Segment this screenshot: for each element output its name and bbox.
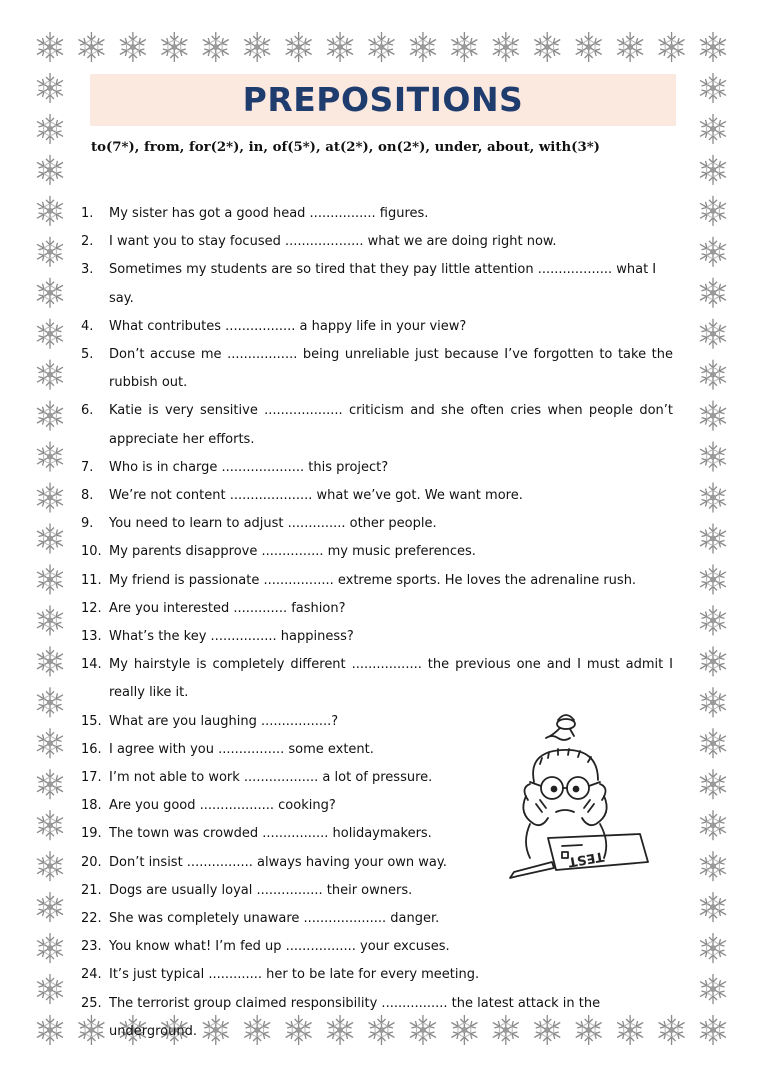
question-number: 1. <box>81 206 94 221</box>
snowflake-icon <box>659 32 685 62</box>
snowflake-icon <box>37 483 63 513</box>
question-item <box>81 482 673 510</box>
question-item <box>81 595 673 623</box>
snowflake-icon <box>700 892 726 922</box>
question-text: What’s the key ................ happiness? <box>109 629 354 645</box>
snowflake-icon <box>700 483 726 513</box>
question-text: I agree with you ................ some extent. <box>109 741 374 757</box>
question-item <box>81 454 673 482</box>
question-text: You need to learn to adjust .............. other people. <box>109 516 437 532</box>
question-number: 19. <box>81 826 102 842</box>
snowflake-icon <box>369 32 395 62</box>
question-text: Are you interested ............. fashion? <box>109 600 346 616</box>
snowflake-icon <box>410 32 436 62</box>
snowflake-icon <box>700 442 726 472</box>
question-text: The terrorist group claimed responsibility ................ the latest attack in the underground. <box>109 995 601 1039</box>
snowflake-icon <box>700 73 726 103</box>
question-text: The town was crowded ................ holidaymakers. <box>109 826 432 842</box>
snowflake-icon <box>286 32 312 62</box>
question-text: Who is in charge .................... this project? <box>109 459 389 475</box>
question-text: You know what! I’m fed up ................. your excuses. <box>109 939 450 955</box>
question-text: We’re not content .................... what we’ve got. We want more. <box>109 488 523 504</box>
snowflake-icon <box>37 32 63 62</box>
snowflake-icon <box>37 646 63 676</box>
question-item <box>81 905 673 933</box>
question-number: 21. <box>81 882 102 898</box>
question-text: Dogs are usually loyal ................ their owners. <box>109 882 413 898</box>
snowflake-icon <box>37 278 63 308</box>
snowflake-icon <box>78 32 104 62</box>
snowflake-icon <box>700 524 726 554</box>
question-item <box>81 228 673 256</box>
snowflake-icon <box>700 974 726 1004</box>
snowflake-icon <box>37 769 63 799</box>
question-number: 9. <box>81 516 94 532</box>
question-text: What contributes ................. a happy life in your view? <box>109 318 467 334</box>
question-number: 24. <box>81 967 102 983</box>
snowflake-icon <box>700 810 726 840</box>
question-item <box>81 538 673 566</box>
question-item <box>81 397 673 453</box>
snowflake-icon <box>700 646 726 676</box>
snowflake-icon <box>37 319 63 349</box>
snowflake-icon <box>617 32 643 62</box>
question-number: 23. <box>81 939 102 955</box>
snowflake-icon <box>700 1015 726 1045</box>
question-item <box>81 200 673 228</box>
question-text: Katie is very sensitive ................... criticism and she often cries when people don’t appreciate her efforts. <box>109 403 673 447</box>
question-number: 8. <box>81 488 94 504</box>
question-item <box>81 256 673 312</box>
question-text: What are you laughing .................? <box>109 713 339 729</box>
student-cartoon <box>500 712 660 892</box>
question-number: 16. <box>81 741 102 757</box>
snowflake-icon <box>37 237 63 267</box>
snowflake-icon <box>700 278 726 308</box>
snowflake-icon <box>37 933 63 963</box>
snowflake-icon <box>700 564 726 594</box>
question-number: 12. <box>81 600 102 616</box>
snowflake-icon <box>37 196 63 226</box>
question-item <box>81 341 673 397</box>
snowflake-icon <box>700 196 726 226</box>
snowflake-icon <box>37 114 63 144</box>
question-text: Don’t insist ................ always having your own way. <box>109 854 447 870</box>
question-number: 5. <box>81 347 94 363</box>
snowflake-icon <box>700 319 726 349</box>
snowflake-icon <box>700 687 726 717</box>
question-text: My hairstyle is completely different ................. the previous one and I must admit I really like it. <box>109 657 673 701</box>
question-number: 3. <box>81 262 94 278</box>
question-number: 13. <box>81 629 102 645</box>
snowflake-icon <box>327 32 353 62</box>
snowflake-icon <box>161 32 187 62</box>
snowflake-icon <box>37 73 63 103</box>
question-text: My sister has got a good head ................ figures. <box>109 206 429 221</box>
snowflake-icon <box>700 933 726 963</box>
question-number: 18. <box>81 798 102 814</box>
snowflake-icon <box>700 32 726 62</box>
question-item <box>81 510 673 538</box>
snowflake-icon <box>700 401 726 431</box>
snowflake-icon <box>37 564 63 594</box>
snowflake-icon <box>700 237 726 267</box>
snowflake-icon <box>534 32 560 62</box>
question-number: 14. <box>81 657 102 673</box>
snowflake-icon <box>700 155 726 185</box>
snowflake-icon <box>700 769 726 799</box>
question-text: Don’t accuse me ................. being unreliable just because I’ve forgotten to take the rubbish out. <box>109 347 673 391</box>
snowflake-icon <box>120 32 146 62</box>
question-number: 20. <box>81 854 102 870</box>
snowflake-icon <box>700 360 726 390</box>
snowflake-icon <box>37 524 63 554</box>
question-item <box>81 990 673 1046</box>
snowflake-icon <box>451 32 477 62</box>
snowflake-icon <box>576 32 602 62</box>
question-text: I’m not able to work .................. a lot of pressure. <box>109 770 433 786</box>
snowflake-icon <box>203 32 229 62</box>
snowflake-icon <box>700 728 726 758</box>
snowflake-icon <box>700 605 726 635</box>
snowflake-icon <box>700 851 726 881</box>
question-number: 15. <box>81 713 102 729</box>
question-number: 10. <box>81 544 102 560</box>
test-paper-label: TEST <box>566 848 606 870</box>
snowflake-icon <box>493 32 519 62</box>
question-item <box>81 933 673 961</box>
question-text: Are you good .................. cooking? <box>109 798 336 814</box>
snowflake-icon <box>37 155 63 185</box>
page-title: PREPOSITIONS <box>242 80 524 119</box>
question-text: I want you to stay focused ................... what we are doing right now. <box>109 234 557 250</box>
snowflake-icon <box>37 728 63 758</box>
question-number: 11. <box>81 572 102 588</box>
snowflake-icon <box>37 360 63 390</box>
snowflake-icon <box>700 114 726 144</box>
snowflake-icon <box>37 687 63 717</box>
question-number: 2. <box>81 234 94 250</box>
snowflake-icon <box>37 810 63 840</box>
question-item <box>81 651 673 707</box>
snowflake-icon <box>244 32 270 62</box>
question-item <box>81 623 673 651</box>
snowflake-icon <box>37 401 63 431</box>
question-item <box>81 567 673 595</box>
snowflake-icon <box>37 1015 63 1045</box>
question-text: She was completely unaware .................... danger. <box>109 911 440 927</box>
snowflake-icon <box>37 892 63 922</box>
question-item <box>81 961 673 989</box>
question-number: 6. <box>81 403 94 419</box>
question-number: 4. <box>81 318 94 334</box>
question-number: 22. <box>81 911 102 927</box>
word-bank: to(7*), from, for(2*), in, of(5*), at(2*), on(2*), under, about, with(3*) <box>91 140 600 155</box>
question-text: My friend is passionate ................. extreme sports. He loves the adrenaline rush. <box>109 572 637 588</box>
question-text: Sometimes my students are so tired that they pay little attention .................. what I say. <box>109 262 657 306</box>
snowflake-icon <box>37 974 63 1004</box>
question-number: 25. <box>81 995 102 1011</box>
question-number: 17. <box>81 770 102 786</box>
snowflake-icon <box>37 605 63 635</box>
question-text: It’s just typical ............. her to be late for every meeting. <box>109 967 480 983</box>
snowflake-icon <box>37 851 63 881</box>
snowflake-icon <box>37 442 63 472</box>
question-number: 7. <box>81 459 94 475</box>
question-text: My parents disapprove ............... my music preferences. <box>109 544 476 560</box>
question-list <box>81 200 673 1046</box>
question-item <box>81 313 673 341</box>
